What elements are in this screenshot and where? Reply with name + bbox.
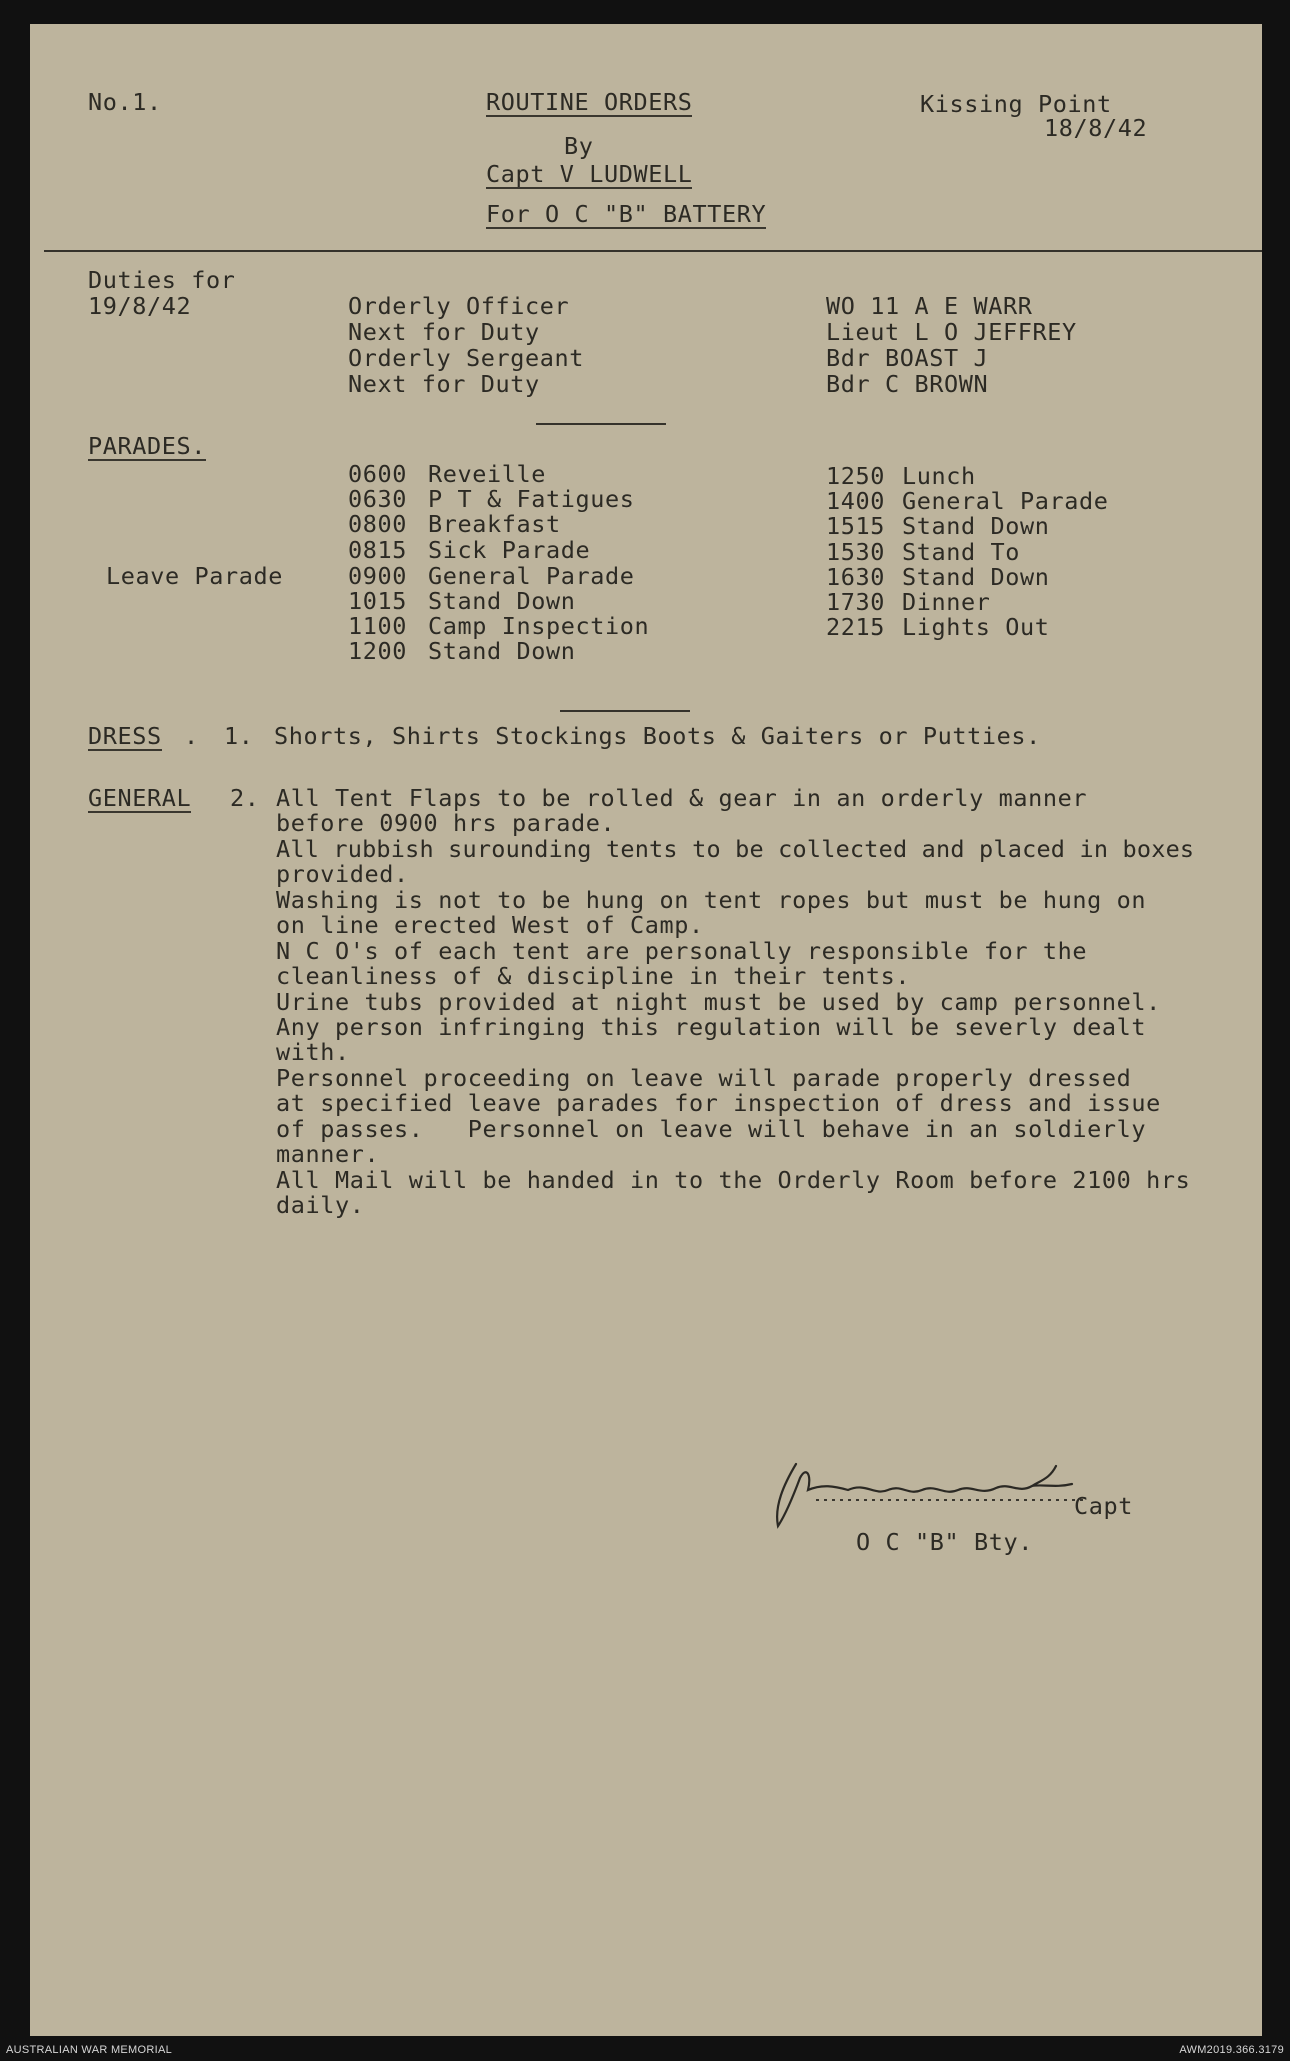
- for-unit: For O C "B" BATTERY: [486, 200, 767, 228]
- parade-time: 0630: [348, 485, 407, 513]
- general-line: All Tent Flaps to be rolled & gear in an orderly manner: [276, 784, 1088, 812]
- parade-event: General Parade: [428, 562, 635, 590]
- parade-event: Dinner: [902, 588, 991, 616]
- duty-name: Lieut L O JEFFREY: [826, 318, 1077, 346]
- document-page: [30, 24, 1262, 2036]
- general-line: provided.: [276, 860, 409, 888]
- parade-time: 1100: [348, 612, 407, 640]
- parade-time: 0815: [348, 536, 407, 564]
- general-line: All Mail will be handed in to the Orderly Room before 2100 hrs: [276, 1166, 1191, 1194]
- parade-event: Breakfast: [428, 510, 561, 538]
- dress-dot: .: [184, 722, 199, 750]
- parade-time: 1200: [348, 637, 407, 665]
- parade-event: Lunch: [902, 462, 976, 490]
- parade-time: 0600: [348, 460, 407, 488]
- parade-time: 1515: [826, 512, 885, 540]
- parade-time: 0900: [348, 562, 407, 590]
- archive-footer-left: AUSTRALIAN WAR MEMORIAL: [6, 2044, 173, 2056]
- duties-date: 19/8/42: [88, 292, 192, 320]
- parade-event: General Parade: [902, 487, 1109, 515]
- duty-role: Orderly Sergeant: [348, 344, 584, 372]
- general-number: 2.: [230, 784, 260, 812]
- general-line: with.: [276, 1038, 350, 1066]
- duty-name: Bdr C BROWN: [826, 370, 989, 398]
- duty-name: Bdr BOAST J: [826, 344, 989, 372]
- parade-event: Stand To: [902, 538, 1020, 566]
- parade-event: Camp Inspection: [428, 612, 650, 640]
- parade-time: 0800: [348, 510, 407, 538]
- signature-rank: Capt: [1074, 1492, 1133, 1520]
- parade-time: 1015: [348, 587, 407, 615]
- general-line: on line erected West of Camp.: [276, 911, 704, 939]
- parade-time: 1730: [826, 588, 885, 616]
- dress-label: DRESS: [88, 722, 162, 750]
- general-line: cleanliness of & discipline in their tents.: [276, 962, 911, 990]
- dress-text: Shorts, Shirts Stockings Boots & Gaiters or Putties.: [274, 722, 1041, 750]
- document-title: ROUTINE ORDERS: [486, 88, 693, 116]
- parade-event: Stand Down: [428, 587, 576, 615]
- general-line: Urine tubs provided at night must be used by camp personnel.: [276, 988, 1161, 1016]
- parade-event: Stand Down: [902, 563, 1050, 591]
- duty-role: Next for Duty: [348, 318, 540, 346]
- parade-time: 1530: [826, 538, 885, 566]
- general-line: Washing is not to be hung on tent ropes but must be hung on: [276, 886, 1147, 914]
- general-line: manner.: [276, 1140, 380, 1168]
- by-label: By: [564, 132, 594, 160]
- section-divider: [560, 710, 690, 712]
- archive-footer-right: AWM2019.366.3179: [1179, 2044, 1284, 2056]
- header-divider: [44, 250, 1262, 252]
- duty-role: Orderly Officer: [348, 292, 570, 320]
- parade-time: 1400: [826, 487, 885, 515]
- parade-event: Stand Down: [428, 637, 576, 665]
- parades-heading: PARADES.: [88, 432, 206, 460]
- parade-event: P T & Fatigues: [428, 485, 635, 513]
- general-line: All rubbish surounding tents to be collected and placed in boxes: [276, 835, 1195, 863]
- general-line: N C O's of each tent are personally responsible for the: [276, 937, 1088, 965]
- leave-parade-label: Leave Parade: [106, 562, 283, 590]
- duty-name: WO 11 A E WARR: [826, 292, 1033, 320]
- section-divider: [536, 423, 666, 425]
- location: Kissing Point: [920, 90, 1112, 118]
- date: 18/8/42: [1044, 114, 1148, 142]
- order-number: No.1.: [88, 88, 162, 116]
- parade-event: Lights Out: [902, 613, 1050, 641]
- author: Capt V LUDWELL: [486, 160, 693, 188]
- parade-event: Reveille: [428, 460, 546, 488]
- signature-unit: O C "B" Bty.: [856, 1528, 1033, 1556]
- duties-label: Duties for: [88, 266, 236, 294]
- dress-number: 1.: [224, 722, 254, 750]
- parade-time: 1250: [826, 462, 885, 490]
- general-line: of passes. Personnel on leave will behave in an soldierly: [276, 1115, 1147, 1143]
- general-label: GENERAL: [88, 784, 192, 812]
- parade-event: Stand Down: [902, 512, 1050, 540]
- general-line: at specified leave parades for inspection of dress and issue: [276, 1089, 1161, 1117]
- general-line: before 0900 hrs parade.: [276, 809, 616, 837]
- parade-event: Sick Parade: [428, 536, 591, 564]
- general-line: Any person infringing this regulation will be severly dealt: [276, 1013, 1147, 1041]
- parade-time: 1630: [826, 563, 885, 591]
- duty-role: Next for Duty: [348, 370, 540, 398]
- general-line: Personnel proceeding on leave will parade properly dressed: [276, 1064, 1132, 1092]
- general-line: daily.: [276, 1191, 365, 1219]
- parade-time: 2215: [826, 613, 885, 641]
